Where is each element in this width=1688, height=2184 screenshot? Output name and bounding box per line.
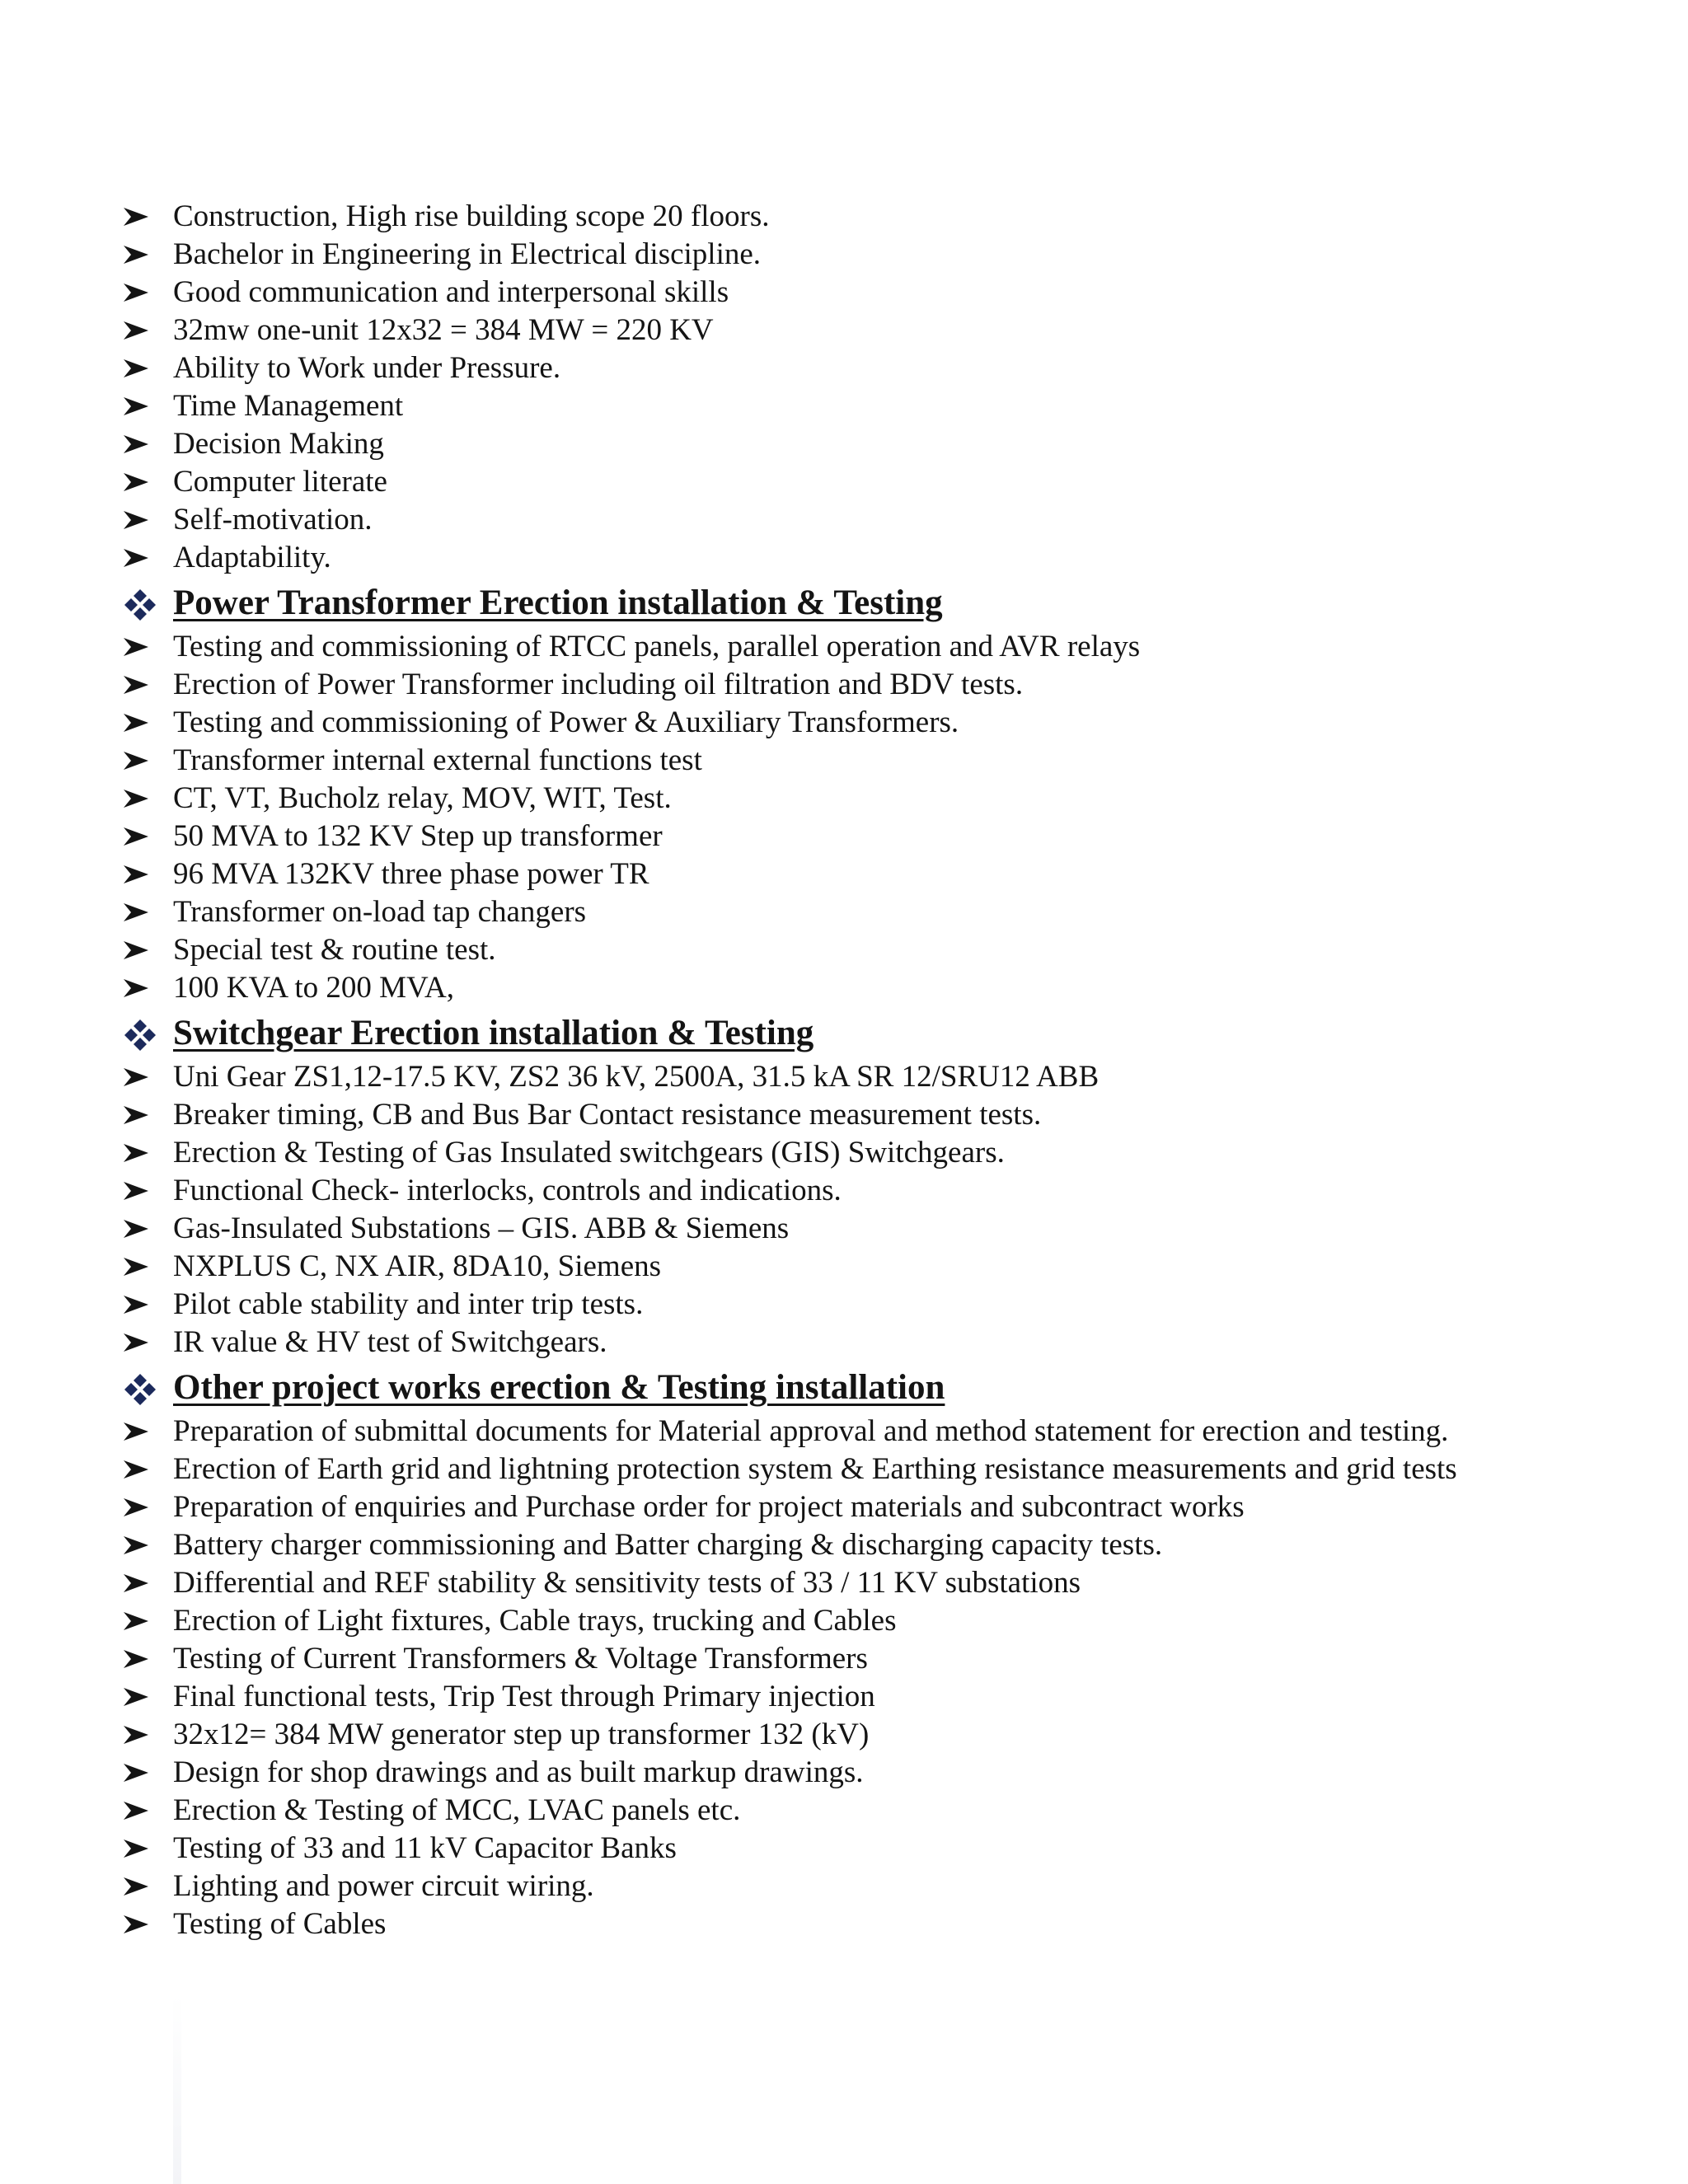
section-heading	[124, 1009, 1657, 1058]
list-item-text: NXPLUS C, NX AIR, 8DA10, Siemens	[173, 1249, 662, 1283]
list-item	[124, 893, 1657, 931]
list-item	[124, 855, 1657, 893]
list-item	[124, 780, 1657, 818]
arrowhead-bullet-icon	[124, 1574, 148, 1592]
section-heading-text: Other project works erection & Testing installation	[173, 1368, 945, 1407]
list-item-text: 100 KVA to 200 MVA,	[173, 971, 454, 1005]
list-item-text: Breaker timing, CB and Bus Bar Contact resistance measurement tests.	[173, 1098, 1042, 1132]
list-item	[124, 539, 1657, 577]
arrowhead-bullet-icon	[124, 865, 148, 883]
section-item-list	[124, 628, 1657, 1007]
list-item-text: Erection of Power Transformer including oil filtration and BDV tests.	[173, 668, 1024, 701]
arrowhead-bullet-icon	[124, 1877, 148, 1896]
section	[124, 1009, 1657, 1361]
list-item	[124, 1096, 1657, 1134]
list-item	[124, 1058, 1657, 1096]
list-item-text: Testing of 33 and 11 kV Capacitor Banks	[173, 1831, 677, 1865]
list-item-text: Computer literate	[173, 465, 387, 499]
arrowhead-bullet-icon	[124, 903, 148, 921]
arrowhead-bullet-icon	[124, 1258, 148, 1276]
list-item-text: Final functional tests, Trip Test through Primary injection	[173, 1680, 875, 1713]
arrowhead-bullet-icon	[124, 284, 148, 302]
list-item-text: Uni Gear ZS1,12-17.5 KV, ZS2 36 kV, 2500A, 31.5 kA SR 12/SRU12 ABB	[173, 1060, 1100, 1094]
list-item-text: Testing and commissioning of Power & Auxiliary Transformers.	[173, 705, 959, 739]
arrowhead-bullet-icon	[124, 1182, 148, 1200]
list-item-text: CT, VT, Bucholz relay, MOV, WIT, Test.	[173, 781, 672, 815]
list-item	[124, 1413, 1657, 1451]
list-item-text: Design for shop drawings and as built markup drawings.	[173, 1755, 864, 1789]
arrowhead-bullet-icon	[124, 1068, 148, 1086]
list-item	[124, 1602, 1657, 1640]
list-item	[124, 704, 1657, 742]
list-item-text: IR value & HV test of Switchgears.	[173, 1325, 607, 1359]
page-edge-shade	[173, 1994, 181, 2184]
list-item-text: Transformer on-load tap changers	[173, 895, 587, 929]
list-item-text: Transformer internal external functions test	[173, 743, 702, 777]
arrowhead-bullet-icon	[124, 1612, 148, 1630]
arrowhead-bullet-icon	[124, 321, 148, 340]
intro-skills-list	[124, 198, 1657, 577]
list-item-text: Bachelor in Engineering in Electrical discipline.	[173, 237, 762, 271]
arrowhead-bullet-icon	[124, 1460, 148, 1479]
arrowhead-bullet-icon	[124, 435, 148, 453]
list-item	[124, 1564, 1657, 1602]
document-content	[124, 198, 1657, 1943]
list-item	[124, 312, 1657, 349]
list-item-text: Functional Check- interlocks, controls and indications.	[173, 1174, 842, 1207]
arrowhead-bullet-icon	[124, 1498, 148, 1516]
arrowhead-bullet-icon	[124, 1536, 148, 1554]
list-item-text: 50 MVA to 132 KV Step up transformer	[173, 819, 663, 853]
list-item	[124, 1868, 1657, 1905]
list-item-text: 32mw one-unit 12x32 = 384 MW = 220 KV	[173, 313, 714, 347]
four-diamond-bullet-icon	[124, 588, 157, 621]
arrowhead-bullet-icon	[124, 473, 148, 491]
list-item-text: 32x12= 384 MW generator step up transformer 132 (kV)	[173, 1718, 870, 1751]
list-item-text: Pilot cable stability and inter trip tests.	[173, 1287, 644, 1321]
list-item-text: 96 MVA 132KV three phase power TR	[173, 857, 649, 891]
arrowhead-bullet-icon	[124, 827, 148, 846]
list-item-text: Self-motivation.	[173, 503, 373, 537]
arrowhead-bullet-icon	[124, 714, 148, 732]
list-item	[124, 1678, 1657, 1716]
arrowhead-bullet-icon	[124, 1333, 148, 1352]
list-item-text: Construction, High rise building scope 20 floors.	[173, 199, 770, 233]
list-item-text: Erection of Light fixtures, Cable trays, trucking and Cables	[173, 1604, 897, 1638]
arrowhead-bullet-icon	[124, 979, 148, 997]
list-item	[124, 1324, 1657, 1361]
list-item	[124, 1488, 1657, 1526]
list-item-text: Testing and commissioning of RTCC panels, parallel operation and AVR relays	[173, 630, 1141, 663]
list-item	[124, 1526, 1657, 1564]
list-item-text: Gas-Insulated Substations – GIS. ABB & Siemens	[173, 1212, 790, 1245]
arrowhead-bullet-icon	[124, 1802, 148, 1820]
list-item	[124, 387, 1657, 425]
arrowhead-bullet-icon	[124, 1220, 148, 1238]
arrowhead-bullet-icon	[124, 1650, 148, 1668]
section	[124, 579, 1657, 1007]
section-item-list	[124, 1413, 1657, 1943]
arrowhead-bullet-icon	[124, 1106, 148, 1124]
list-item	[124, 349, 1657, 387]
section-heading	[124, 579, 1657, 628]
arrowhead-bullet-icon	[124, 1915, 148, 1933]
list-item	[124, 818, 1657, 855]
arrowhead-bullet-icon	[124, 941, 148, 959]
list-item-text: Testing of Cables	[173, 1907, 387, 1941]
list-item-text: Decision Making	[173, 427, 384, 461]
list-item	[124, 1716, 1657, 1754]
list-item	[124, 1451, 1657, 1488]
arrowhead-bullet-icon	[124, 1144, 148, 1162]
list-item-text: Adaptability.	[173, 541, 331, 574]
list-item	[124, 1754, 1657, 1792]
list-item-text: Erection & Testing of MCC, LVAC panels etc.	[173, 1793, 741, 1827]
arrowhead-bullet-icon	[124, 208, 148, 226]
list-item-text: Special test & routine test.	[173, 933, 496, 967]
list-item-text: Erection & Testing of Gas Insulated switchgears (GIS) Switchgears.	[173, 1136, 1005, 1169]
list-item	[124, 1172, 1657, 1210]
list-item-text: Good communication and interpersonal skills	[173, 275, 729, 309]
arrowhead-bullet-icon	[124, 511, 148, 529]
arrowhead-bullet-icon	[124, 549, 148, 567]
list-item	[124, 1286, 1657, 1324]
list-item	[124, 198, 1657, 236]
list-item	[124, 425, 1657, 463]
arrowhead-bullet-icon	[124, 1296, 148, 1314]
list-item	[124, 1905, 1657, 1943]
section-heading	[124, 1363, 1657, 1413]
list-item	[124, 463, 1657, 501]
arrowhead-bullet-icon	[124, 1764, 148, 1782]
arrowhead-bullet-icon	[124, 676, 148, 694]
list-item	[124, 1210, 1657, 1248]
list-item	[124, 274, 1657, 312]
list-item	[124, 501, 1657, 539]
four-diamond-bullet-icon	[124, 1019, 157, 1052]
arrowhead-bullet-icon	[124, 246, 148, 264]
list-item-text: Testing of Current Transformers & Voltage Transformers	[173, 1642, 868, 1675]
list-item	[124, 1248, 1657, 1286]
arrowhead-bullet-icon	[124, 1726, 148, 1744]
arrowhead-bullet-icon	[124, 1422, 148, 1441]
sections-container	[124, 579, 1657, 1943]
list-item-text: Erection of Earth grid and lightning protection system & Earthing resistance measurements and grid tests	[173, 1452, 1457, 1486]
list-item-text: Preparation of submittal documents for Material approval and method statement for erection and testing.	[173, 1414, 1449, 1448]
list-item	[124, 969, 1657, 1007]
list-item	[124, 1134, 1657, 1172]
list-item	[124, 1792, 1657, 1830]
list-item-text: Time Management	[173, 389, 404, 423]
list-item	[124, 236, 1657, 274]
arrowhead-bullet-icon	[124, 1688, 148, 1706]
list-item-text: Lighting and power circuit wiring.	[173, 1869, 594, 1903]
list-item	[124, 742, 1657, 780]
list-item	[124, 666, 1657, 704]
arrowhead-bullet-icon	[124, 1840, 148, 1858]
section-item-list	[124, 1058, 1657, 1361]
arrowhead-bullet-icon	[124, 790, 148, 808]
arrowhead-bullet-icon	[124, 359, 148, 377]
arrowhead-bullet-icon	[124, 638, 148, 656]
section-heading-text: Power Transformer Erection installation & Testing	[173, 583, 943, 622]
section-heading-text: Switchgear Erection installation & Testing	[173, 1014, 814, 1052]
arrowhead-bullet-icon	[124, 752, 148, 770]
list-item	[124, 628, 1657, 666]
list-item	[124, 931, 1657, 969]
list-item-text: Battery charger commissioning and Batter charging & discharging capacity tests.	[173, 1528, 1163, 1562]
list-item	[124, 1830, 1657, 1868]
arrowhead-bullet-icon	[124, 397, 148, 415]
list-item-text: Ability to Work under Pressure.	[173, 351, 561, 385]
four-diamond-bullet-icon	[124, 1373, 157, 1406]
list-item	[124, 1640, 1657, 1678]
list-item-text: Differential and REF stability & sensitivity tests of 33 / 11 KV substations	[173, 1566, 1081, 1600]
list-item-text: Preparation of enquiries and Purchase order for project materials and subcontract works	[173, 1490, 1245, 1524]
section	[124, 1363, 1657, 1943]
